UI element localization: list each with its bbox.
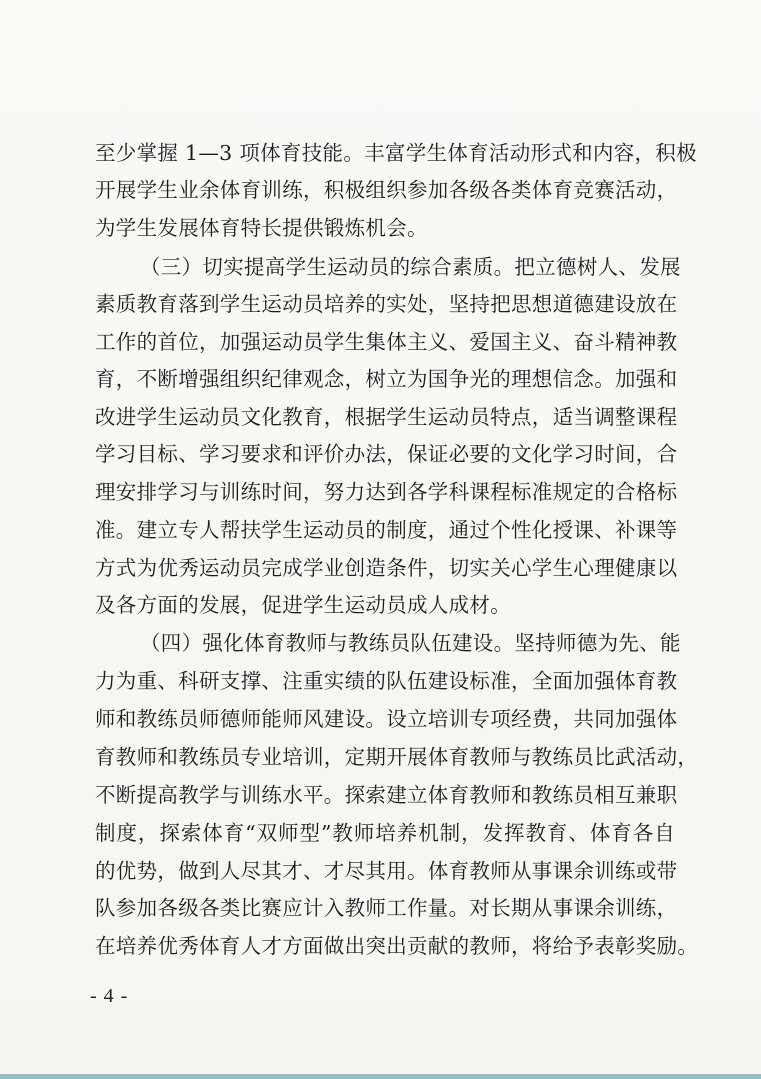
text-line: 理安排学习与训练时间，努力达到各学科课程标准规定的合格标 <box>95 480 678 504</box>
text-line: 改进学生运动员文化教育，根据学生运动员特点，适当调整课程 <box>95 405 678 429</box>
text-line: 育教师和教练员专业培训，定期开展体育教师与教练员比武活动， <box>95 745 699 769</box>
text-line: 育，不断增强组织纪律观念，树立为国争光的理想信念。加强和 <box>95 367 678 391</box>
text-line: 学习目标、学习要求和评价办法，保证必要的文化学习时间，合 <box>95 442 678 466</box>
text-line: 力为重、科研支撑、注重实绩的队伍建设标准，全面加强体育教 <box>95 669 678 693</box>
section-heading-line: （四）强化体育教师与教练员队伍建设。坚持师德为先、能 <box>140 631 681 655</box>
text-line: 制度，探索体育“双师型”教师培养机制，发挥教育、体育各自 <box>95 821 675 845</box>
text-line: 的优势，做到人尽其才、才尽其用。体育教师从事课余训练或带 <box>95 859 678 883</box>
page-number: - 4 - <box>90 985 129 1007</box>
scan-edge-rule <box>0 1074 761 1079</box>
text-line: 工作的首位，加强运动员学生集体主义、爱国主义、奋斗精神教 <box>95 330 678 354</box>
text-line: 在培养优秀体育人才方面做出突出贡献的教师，将给予表彰奖励。 <box>95 934 699 958</box>
text-line: 准。建立专人帮扶学生运动员的制度，通过个性化授课、补课等 <box>95 518 678 542</box>
text-line: 不断提高教学与训练水平。探索建立体育教师和教练员相互兼职 <box>95 783 678 807</box>
text-line: 素质教育落到学生运动员培养的实处，坚持把思想道德建设放在 <box>95 292 678 316</box>
text-line: 至少掌握 1—3 项体育技能。丰富学生体育活动形式和内容，积极 <box>95 141 697 165</box>
text-line: 队参加各级各类比赛应计入教师工作量。对长期从事课余训练， <box>95 896 678 920</box>
text-line: 为学生发展体育特长提供锻炼机会。 <box>95 216 428 240</box>
section-heading-line: （三）切实提高学生运动员的综合素质。把立德树人、发展 <box>140 255 681 279</box>
text-line: 开展学生业余体育训练，积极组织参加各级各类体育竞赛活动， <box>95 178 678 202</box>
text-line: 方式为优秀运动员完成学业创造条件，切实关心学生心理健康以 <box>95 556 678 580</box>
text-line: 师和教练员师德师能师风建设。设立培训专项经费，共同加强体 <box>95 707 678 731</box>
text-line: 及各方面的发展，促进学生运动员成人成材。 <box>95 593 511 617</box>
